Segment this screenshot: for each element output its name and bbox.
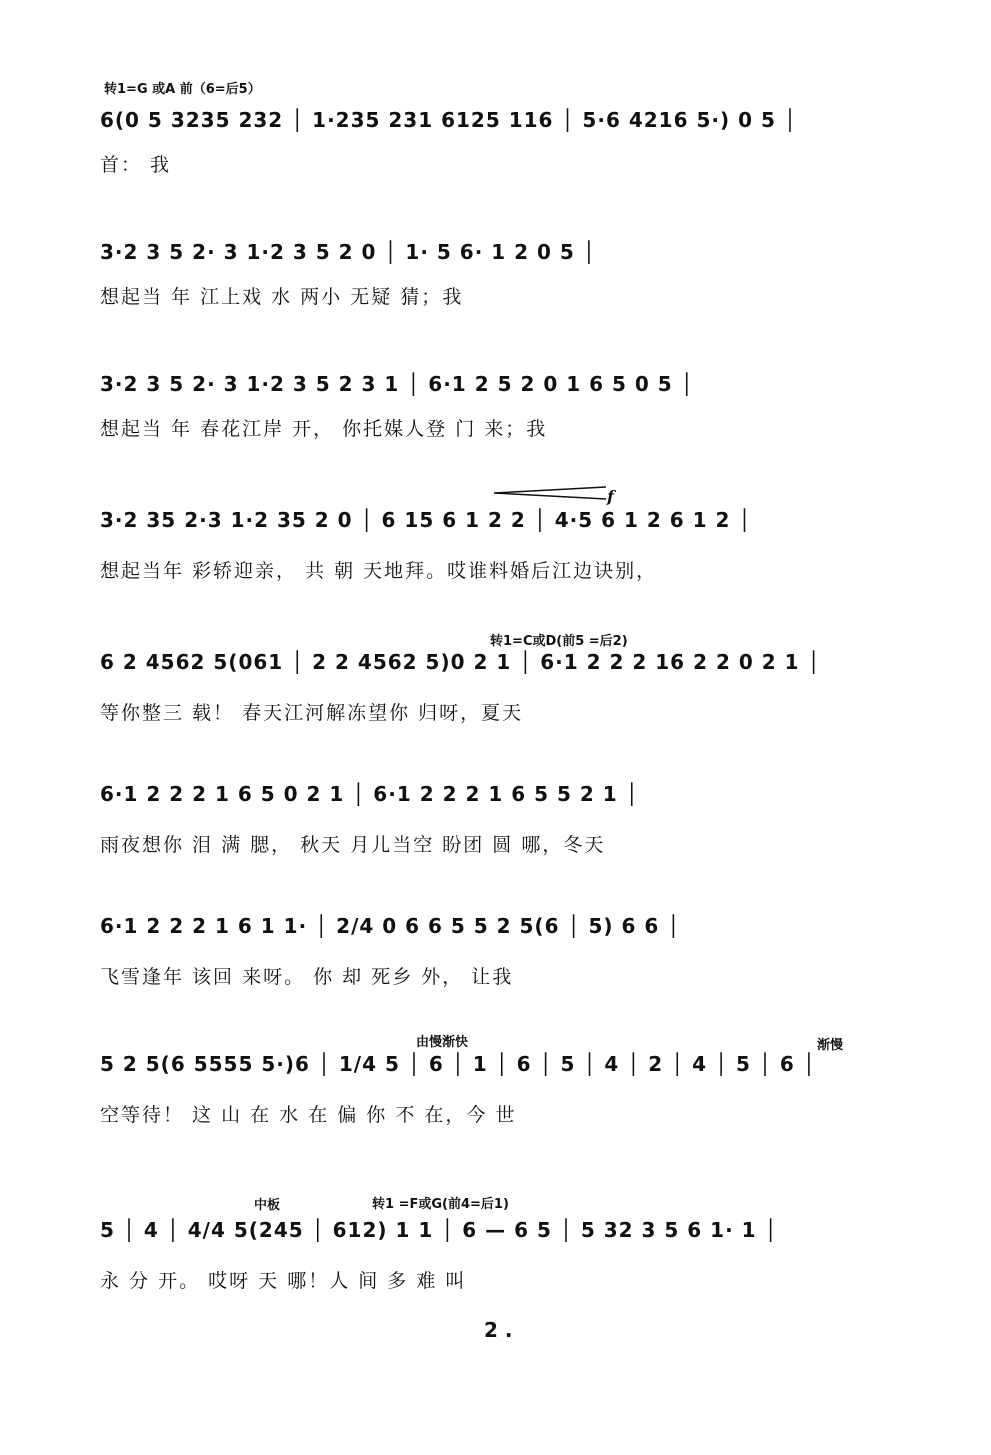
score-annotation: 转1 =F或G(前4=后1) bbox=[372, 1197, 509, 1212]
notation-line: 6·1 2 2 2 1 6 1 1· │ 2/4 0 6 6 5 5 2 5(6 │ 5) 6 6 │ bbox=[100, 914, 681, 938]
lyrics-line: 想起当年 彩轿迎亲， 共 朝 天地拜。哎谁料婚后江边诀别， bbox=[100, 560, 658, 582]
notation-line: 6 2 4562 5(061 │ 2 2 4562 5)0 2 1 │ 6·1 2 2 2 16 2 2 0 2 1 │ bbox=[100, 650, 821, 674]
lyrics-line: 想起当 年 春花江岸 开， 你托媒人登 门 来；我 bbox=[100, 418, 548, 440]
score-annotation: f bbox=[607, 487, 614, 506]
lyrics-line: 空等待！ 这 山 在 水 在 偏 你 不 在，今 世 bbox=[100, 1104, 517, 1126]
lyrics-line: 飞雪逢年 该回 来呀。 你 却 死乡 外， 让我 bbox=[100, 966, 514, 988]
score-annotation: 由慢渐快 bbox=[416, 1035, 469, 1050]
notation-line: 3·2 3 5 2· 3 1·2 3 5 2 0 │ 1· 5 6· 1 2 0 5 │ bbox=[100, 240, 596, 264]
notation-line: 5 2 5(6 5555 5·)6 │ 1/4 5 │ 6 │ 1 │ 6 │ 5 │ 4 │ 2 │ 4 │ 5 │ 6 │ bbox=[100, 1052, 816, 1076]
score-annotation: 中板 bbox=[254, 1198, 281, 1213]
lyrics-line: 想起当 年 江上戏 水 两小 无疑 猜；我 bbox=[100, 286, 464, 308]
crescendo-hairpin bbox=[494, 486, 614, 500]
notation-line: 3·2 3 5 2· 3 1·2 3 5 2 3 1 │ 6·1 2 5 2 0 1 6 5 0 5 │ bbox=[100, 372, 694, 396]
lyrics-line: 等你整三 载！ 春天江河解冻望你 归呀，夏天 bbox=[100, 702, 524, 724]
lyrics-line: 雨夜想你 泪 满 腮， 秋天 月儿当空 盼团 圆 哪，冬天 bbox=[100, 834, 606, 856]
notation-line: 5 │ 4 │ 4/4 5(245 │ 612) 1 1 │ 6 — 6 5 │ 5 32 3 5 6 1· 1 │ bbox=[100, 1218, 778, 1242]
score-annotation: 渐慢 bbox=[817, 1038, 844, 1053]
score-annotation: 转1=G 或A 前（6=后5） bbox=[104, 82, 261, 97]
notation-line: 3·2 35 2·3 1·2 35 2 0 │ 6 15 6 1 2 2 │ 4·5 6 1 2 6 1 2 │ bbox=[100, 508, 752, 532]
notation-line: 6·1 2 2 2 1 6 5 0 2 1 │ 6·1 2 2 2 1 6 5 5 2 1 │ bbox=[100, 782, 639, 806]
lyrics-line: 永 分 开。 哎呀 天 哪！人 间 多 难 叫 bbox=[100, 1270, 467, 1292]
lyrics-line: 首： 我 bbox=[100, 154, 172, 176]
score-annotation: 转1=C或D(前5 =后2) bbox=[490, 634, 628, 649]
notation-line: 6(0 5 3235 232 │ 1·235 231 6125 116 │ 5·6 4216 5·) 0 5 │ bbox=[100, 108, 797, 132]
page-number: 2 . bbox=[484, 1318, 513, 1342]
